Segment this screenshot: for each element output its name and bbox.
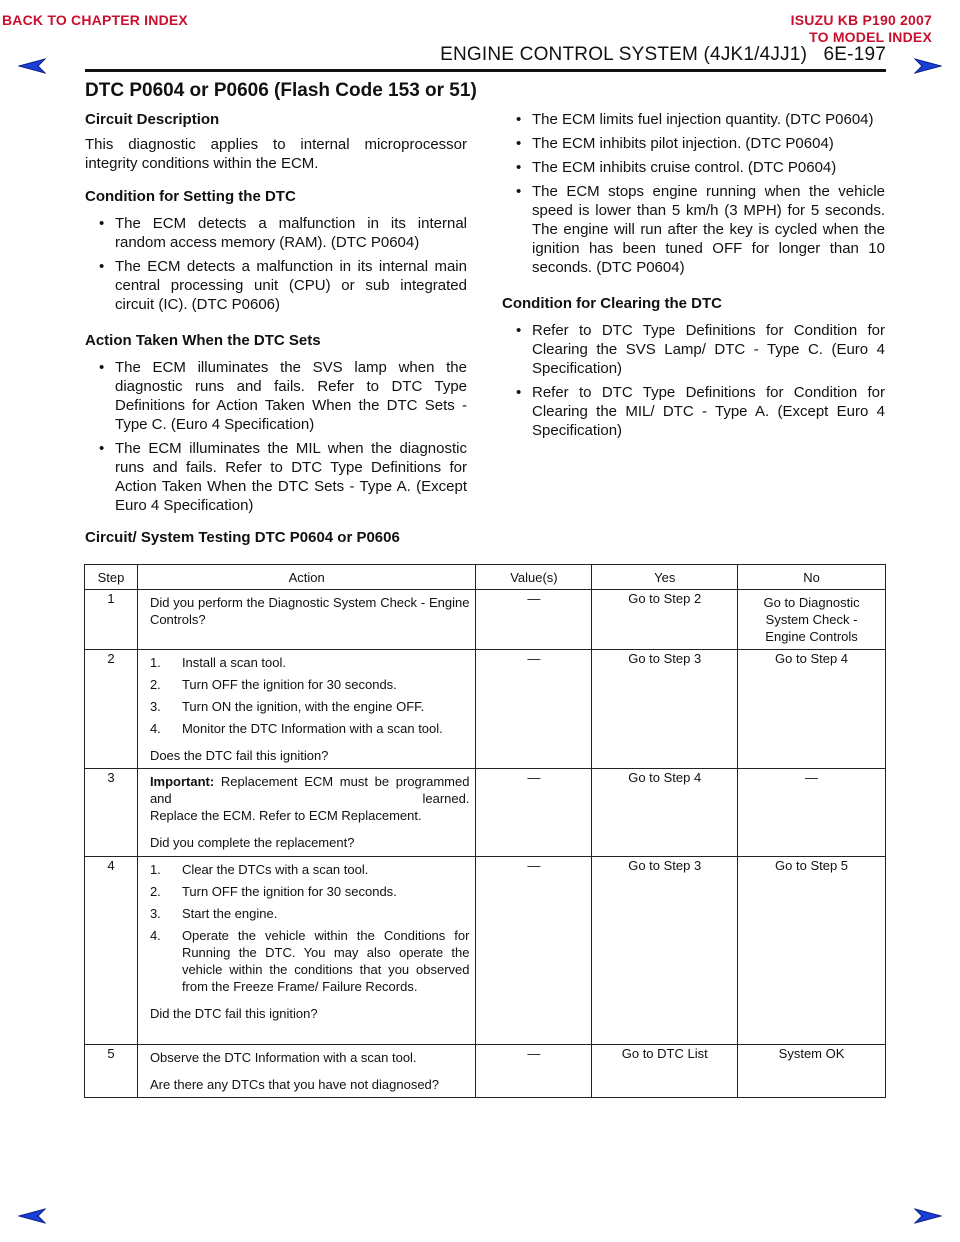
- step-yes: Go to Step 3: [592, 650, 738, 769]
- step-yes: Go to Step 2: [592, 590, 738, 650]
- condition-setting-list: [85, 214, 467, 314]
- document-title: DTC P0604 or P0606 (Flash Code 153 or 51): [85, 80, 477, 101]
- left-column: [85, 110, 467, 520]
- right-column: [502, 110, 885, 445]
- next-page-arrow-icon[interactable]: [914, 1208, 942, 1224]
- table-row: [85, 1045, 886, 1098]
- condition-clearing-list: [502, 321, 885, 440]
- next-page-arrow-icon[interactable]: [914, 58, 942, 74]
- list-item: • The ECM illuminates the SVS lamp when the diagnostic runs and fails. Refer to DTC Type Definitions for Action Taken When the DTC Sets - Type C. (Euro 4 Specification): [99, 359, 467, 433]
- step-yes: Go to Step 4: [592, 769, 738, 857]
- list-item: • The ECM illuminates the MIL when the diagnostic runs and fails. Refer to DTC Type Definitions for Action Taken When the DTC Sets - Type A. (Except Euro 4 Specification): [99, 440, 467, 514]
- condition-clearing-heading: Condition for Clearing the DTC: [502, 295, 722, 312]
- step-value: —: [476, 650, 592, 769]
- table-row: [85, 650, 886, 769]
- table-row: [85, 590, 886, 650]
- step-number: 1: [85, 590, 138, 650]
- action-taken-heading: Action Taken When the DTC Sets: [85, 332, 321, 349]
- header-rule: [85, 69, 886, 72]
- header-action: Action: [137, 565, 476, 590]
- step-action: Did you perform the Diagnostic System Check - Engine Controls?: [137, 590, 476, 650]
- step-no: Go to Diagnostic System Check - Engine Controls: [738, 590, 886, 650]
- step-number: 5: [85, 1045, 138, 1098]
- step-no: Go to Step 4: [738, 650, 886, 769]
- list-item: 3. Start the engine.: [149, 906, 278, 921]
- step-value: —: [476, 769, 592, 857]
- step-yes: Go to DTC List: [592, 1045, 738, 1098]
- step-action: Observe the DTC Information with a scan tool. Are there any DTCs that you have not diagnosed?: [137, 1045, 476, 1098]
- condition-setting-heading: Condition for Setting the DTC: [85, 188, 296, 205]
- step-yes: Go to Step 3: [592, 857, 738, 1045]
- back-to-chapter-index-link[interactable]: BACK TO CHAPTER INDEX: [2, 12, 188, 28]
- step-number: 4: [85, 857, 138, 1045]
- step-number: 3: [85, 769, 138, 857]
- list-item: 4. Operate the vehicle within the Conditions for Running the DTC. You may also operate the vehicle within the conditions that you observed from the Freeze Frame/ Failure Records.: [149, 928, 470, 994]
- table-row: [85, 769, 886, 857]
- list-item: • The ECM stops engine running when the vehicle speed is lower than 5 km/h (3 MPH) for 5 seconds. The engine will run after the key is cycled when the ignition has been tuned OFF for longer than 10 seconds. (DTC P0604): [516, 183, 885, 276]
- list-item: 1. Install a scan tool.: [149, 655, 286, 670]
- circuit-description-heading: Circuit Description: [85, 111, 220, 128]
- header-values: Value(s): [476, 565, 592, 590]
- list-item: 2. Turn OFF the ignition for 30 seconds.: [149, 677, 397, 692]
- step-number: 2: [85, 650, 138, 769]
- action-taken-list-right: [502, 110, 885, 277]
- header-yes: Yes: [592, 565, 738, 590]
- header-step: Step: [85, 565, 138, 590]
- list-item: • Refer to DTC Type Definitions for Condition for Clearing the SVS Lamp/ DTC - Type C. (Euro 4 Specification): [516, 322, 885, 377]
- circuit-description-text: This diagnostic applies to internal microprocessor integrity conditions within the ECM.: [85, 136, 467, 172]
- step-value: —: [476, 590, 592, 650]
- table-title: Circuit/ System Testing DTC P0604 or P0606: [85, 529, 400, 546]
- previous-page-arrow-icon[interactable]: [18, 1208, 46, 1224]
- step-action: 1. Clear the DTCs with a scan tool. 2. Turn OFF the ignition for 30 seconds. 3. Start the engine. 4. Operate the vehicle within the Conditions for Running the DTC. You may also operate the vehicle within the conditions that you observed from the Freeze Frame/ Failure Records. Did the DTC fail this ignition?: [137, 857, 476, 1045]
- table-row: [85, 857, 886, 1045]
- step-no: —: [738, 769, 886, 857]
- action-taken-list-left: [85, 358, 467, 515]
- to-model-index-link[interactable]: TO MODEL INDEX: [809, 29, 932, 45]
- list-item: • The ECM detects a malfunction in its internal main central processing unit (CPU) or sub integrated circuit (IC). (DTC P0606): [99, 258, 467, 313]
- list-item: • The ECM limits fuel injection quantity. (DTC P0604): [516, 111, 874, 128]
- previous-page-arrow-icon[interactable]: [18, 58, 46, 74]
- step-action: 1. Install a scan tool. 2. Turn OFF the ignition for 30 seconds. 3. Turn ON the ignition, with the engine OFF. 4. Monitor the DTC Information with a scan tool. Does the DTC fail this ignition?: [137, 650, 476, 769]
- list-item: • Refer to DTC Type Definitions for Condition for Clearing the MIL/ DTC - Type A. (Except Euro 4 Specification): [516, 384, 885, 439]
- list-item: 2. Turn OFF the ignition for 30 seconds.: [149, 884, 397, 899]
- step-no: System OK: [738, 1045, 886, 1098]
- step-no: Go to Step 5: [738, 857, 886, 1045]
- list-item: • The ECM inhibits cruise control. (DTC P0604): [516, 159, 837, 176]
- circuit-testing-table: [84, 564, 886, 1098]
- list-item: 4. Monitor the DTC Information with a scan tool.: [149, 721, 443, 736]
- table-header-row: [85, 565, 886, 590]
- list-item: • The ECM inhibits pilot injection. (DTC P0604): [516, 135, 834, 152]
- list-item: 3. Turn ON the ignition, with the engine OFF.: [149, 699, 425, 714]
- list-item: 1. Clear the DTCs with a scan tool.: [149, 862, 369, 877]
- page-header-title: ENGINE CONTROL SYSTEM (4JK1/4JJ1) 6E-197: [440, 44, 886, 65]
- step-value: —: [476, 857, 592, 1045]
- list-item: • The ECM detects a malfunction in its internal random access memory (RAM). (DTC P0604): [99, 215, 467, 251]
- step-value: —: [476, 1045, 592, 1098]
- model-title-link[interactable]: ISUZU KB P190 2007: [790, 12, 932, 28]
- header-no: No: [738, 565, 886, 590]
- step-action: Important: Replacement ECM must be programmed and learned. Replace the ECM. Refer to ECM Replacement. Did you complete the replacement?: [137, 769, 476, 857]
